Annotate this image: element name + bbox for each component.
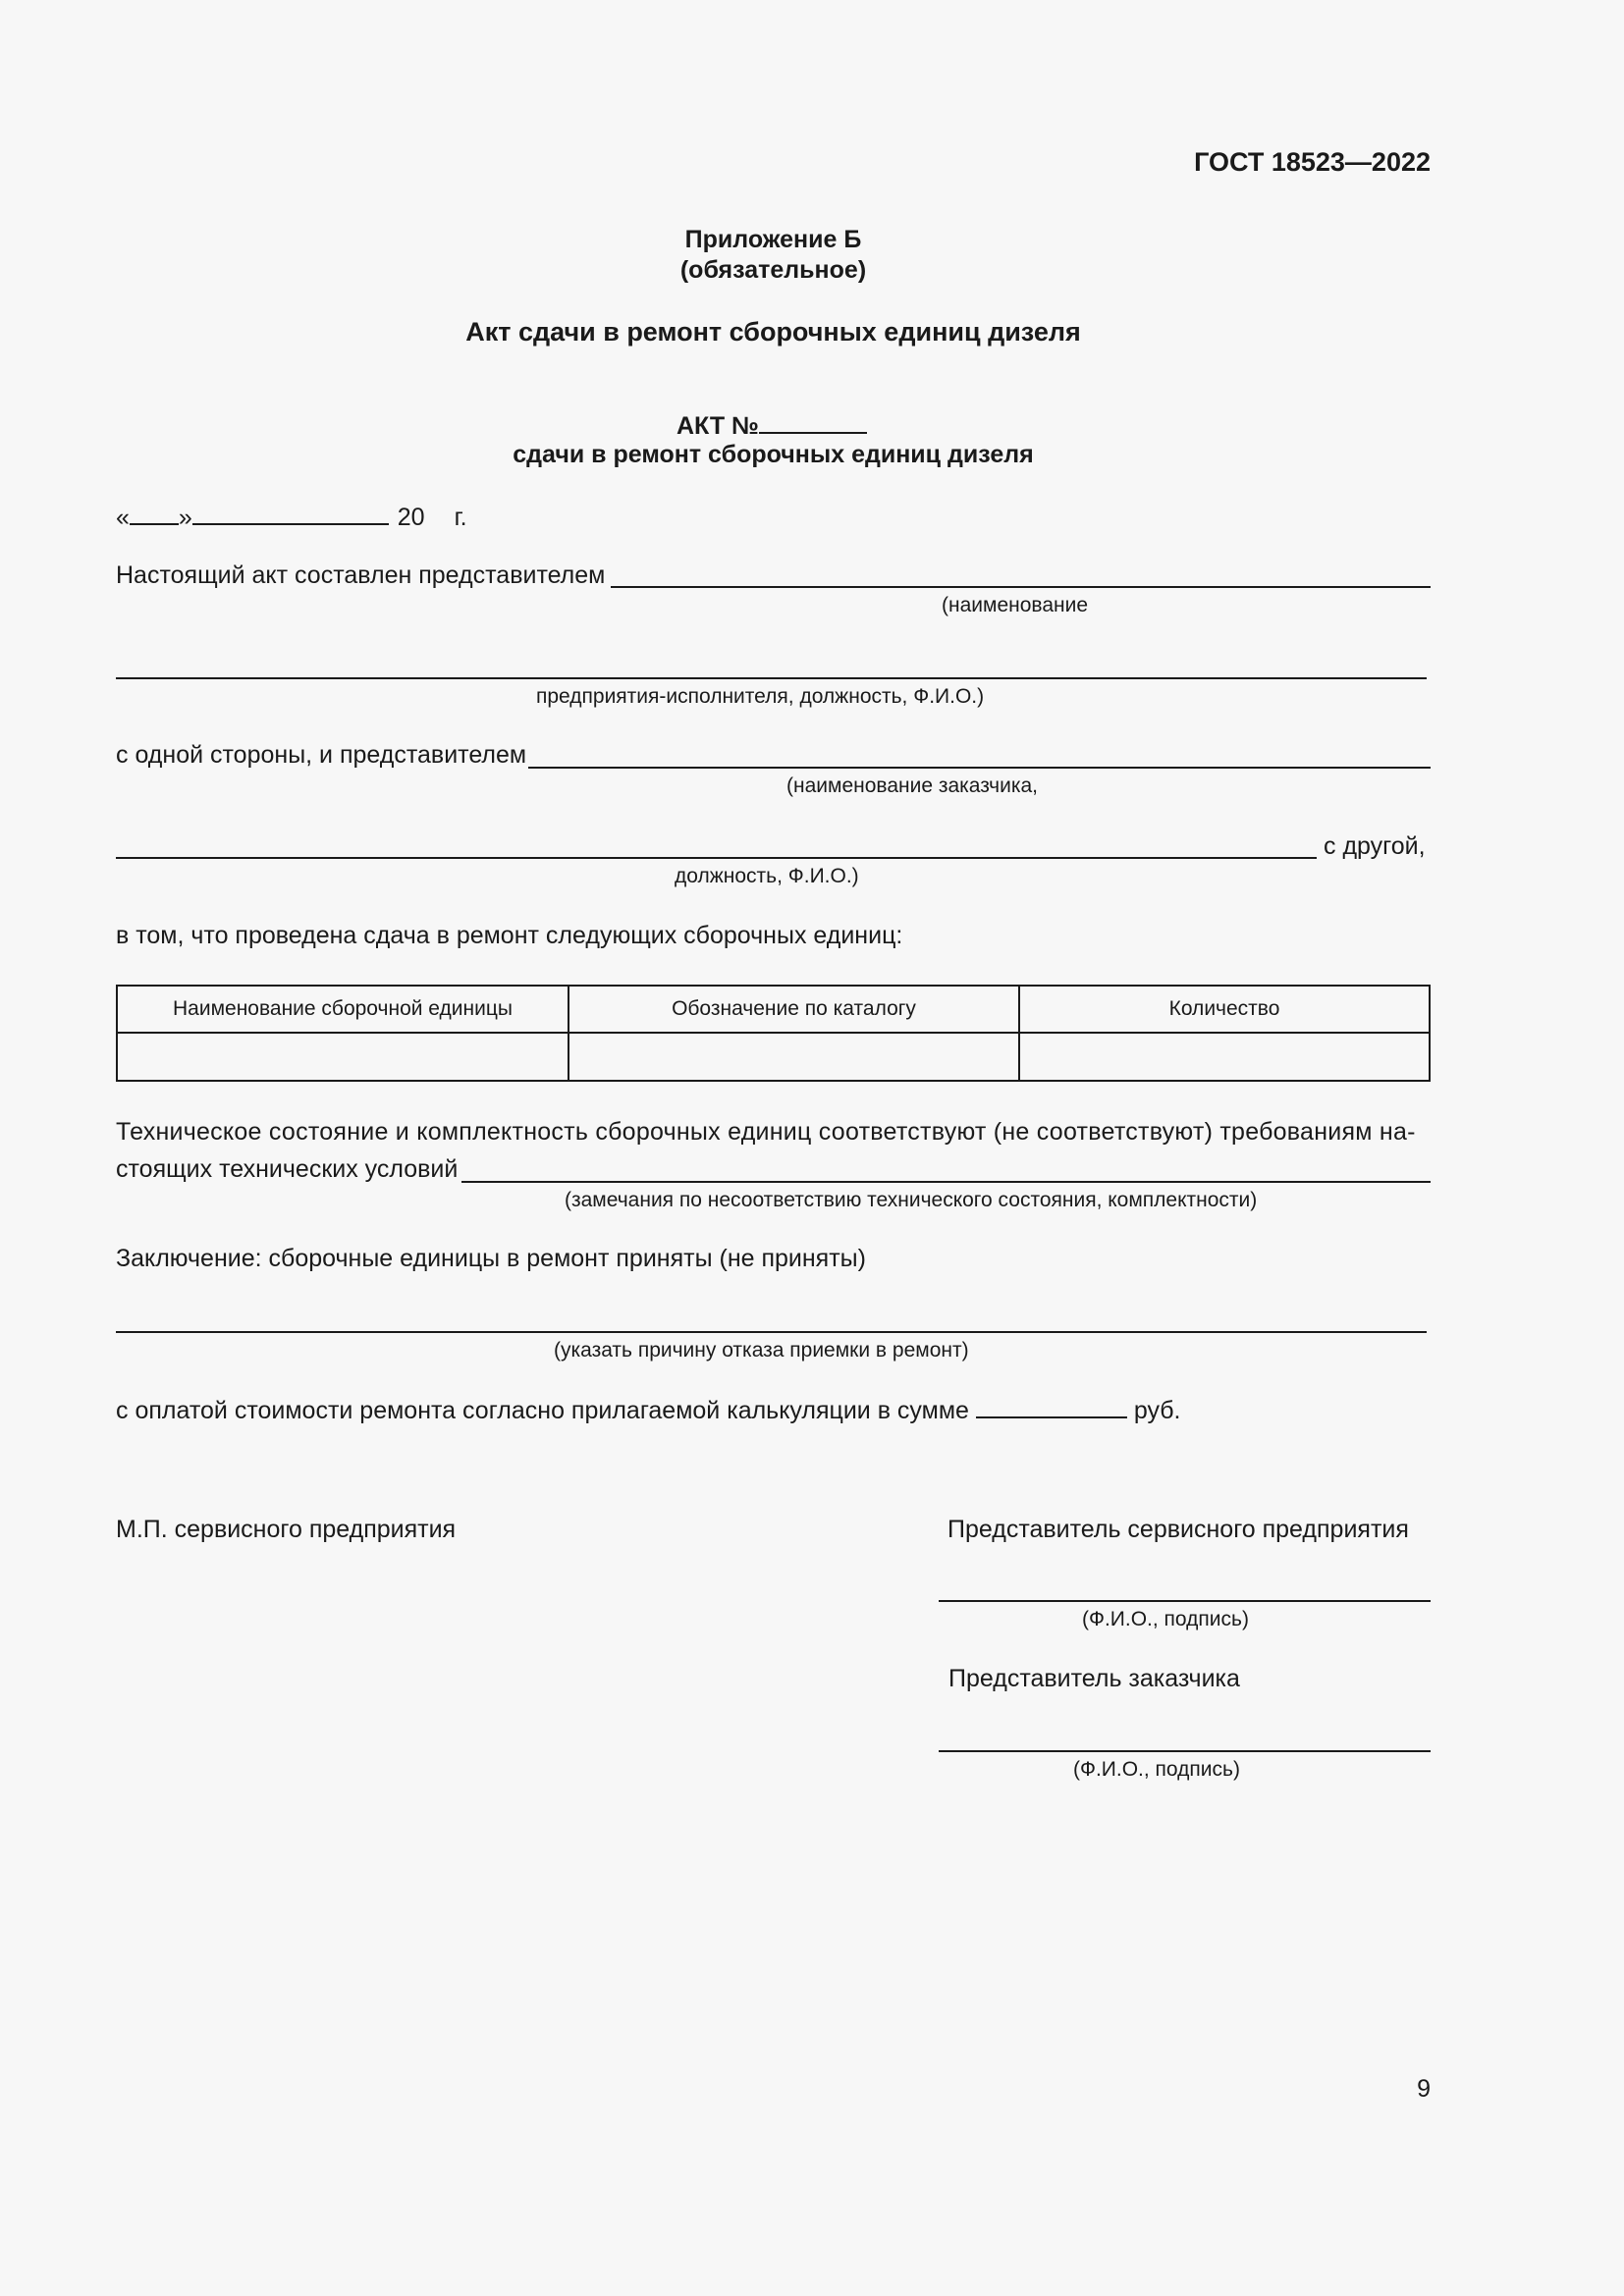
date-open-quote: « [116, 504, 130, 531]
act-number-label [677, 410, 867, 441]
act-number-text: АКТ № [677, 412, 760, 440]
appendix-status: (обязательное) [679, 256, 867, 284]
service-rep-signature-field[interactable] [939, 1600, 1431, 1602]
date-month-field[interactable] [192, 502, 389, 525]
hint-reason: (указать причину отказа приемки в ремонт) [554, 1339, 969, 1362]
table-cell-name[interactable] [117, 1033, 568, 1081]
act-date [116, 502, 467, 532]
standard-number: ГОСТ 18523—2022 [1194, 147, 1431, 177]
payment-amount-field[interactable] [976, 1395, 1127, 1418]
appendix-title: Приложение Б [684, 226, 862, 253]
stamp-label: М.П. сервисного предприятия [116, 1516, 457, 1543]
customer-rep-signature-field[interactable] [939, 1750, 1431, 1752]
customer-name-field[interactable] [528, 767, 1431, 769]
refusal-reason-field[interactable] [116, 1331, 1427, 1333]
one-side-label: с одной стороны, и представителем [116, 741, 527, 769]
customer-details-field[interactable] [116, 857, 1317, 859]
payment-unit: руб. [1133, 1397, 1181, 1424]
table-header-name: Наименование сборочной единицы [117, 986, 568, 1033]
contractor-name-field[interactable] [611, 586, 1431, 588]
handover-text: в том, что проведена сдача в ремонт следующих сборочных единиц: [116, 922, 903, 949]
payment-text: с оплатой стоимости ремонта согласно прилагаемой калькуляции в сумме [116, 1397, 969, 1424]
remarks-field[interactable] [461, 1181, 1431, 1183]
act-number-field[interactable] [759, 410, 867, 434]
customer-rep-label: Представитель заказчика [948, 1665, 1240, 1692]
appendix-heading: Акт сдачи в ремонт сборочных единиц дизеля [465, 317, 1081, 347]
hint-remarks: (замечания по несоответствию технического состояния, комплектности) [565, 1189, 1258, 1211]
table-header-quantity: Количество [1019, 986, 1430, 1033]
hint-name: (наименование [942, 594, 1088, 616]
date-day-field[interactable] [130, 502, 179, 525]
hint-position: должность, Ф.И.О.) [675, 865, 859, 887]
table-row [117, 1033, 1430, 1081]
units-table [116, 985, 1431, 1082]
hint-sign-customer: (Ф.И.О., подпись) [1073, 1758, 1240, 1781]
composed-by-label: Настоящий акт составлен представителем [116, 561, 606, 589]
act-subtitle: сдачи в ремонт сборочных единиц дизеля [513, 441, 1034, 468]
hint-sign-service: (Ф.И.О., подпись) [1082, 1608, 1249, 1630]
payment-line [116, 1395, 1181, 1425]
date-close-quote: » [178, 504, 192, 531]
table-header-row [117, 986, 1430, 1033]
other-side-label: с другой, [1324, 832, 1426, 860]
date-year-suffix: г. [454, 504, 467, 531]
table-cell-catalog[interactable] [568, 1033, 1019, 1081]
tech-condition-line1: Техническое состояние и комплектность сборочных единиц соответствуют (не соответствуют) требованиям на- [116, 1118, 1416, 1146]
tech-condition-line2: стоящих технических условий [116, 1155, 459, 1183]
hint-contractor: предприятия-исполнителя, должность, Ф.И.О.) [536, 685, 985, 708]
table-cell-quantity[interactable] [1019, 1033, 1430, 1081]
table-header-catalog: Обозначение по каталогу [568, 986, 1019, 1033]
service-rep-label: Представитель сервисного предприятия [947, 1516, 1409, 1543]
contractor-details-field[interactable] [116, 677, 1427, 679]
page-number: 9 [1417, 2075, 1431, 2103]
conclusion-text: Заключение: сборочные единицы в ремонт приняты (не приняты) [116, 1245, 866, 1272]
date-year-prefix: 20 [397, 504, 425, 531]
hint-customer: (наименование заказчика, [786, 774, 1038, 797]
